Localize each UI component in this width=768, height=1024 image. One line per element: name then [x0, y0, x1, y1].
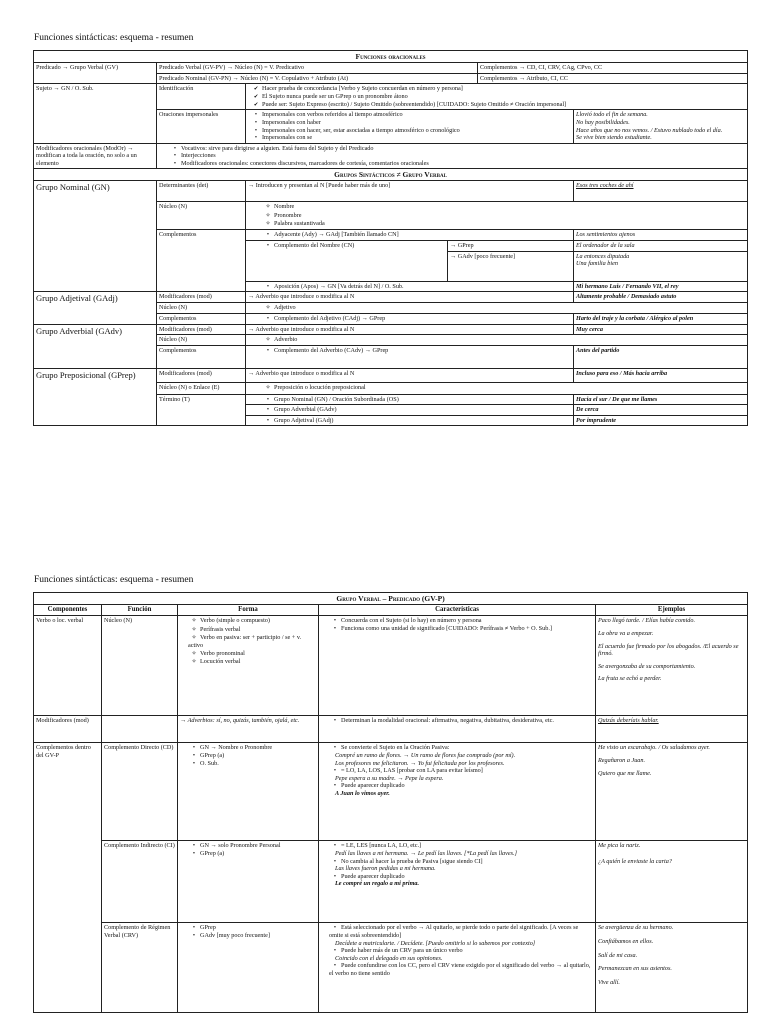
- gprep-term-example-1: Hacia el sur / De que me llames: [574, 394, 748, 405]
- list-item: • Impersonales con haber: [250, 119, 571, 127]
- list-item: ✧ Adjetivo: [262, 304, 745, 312]
- verbo-comp: Verbo o loc. verbal: [34, 616, 102, 716]
- example: He visto un escarabajo. / Os saludamos ayer.: [598, 744, 710, 752]
- example: Compré un ramo de flores. → Un ramo de flores fue comprado (por mí).: [335, 751, 516, 759]
- list-item: • Puede confundirse con los CC, pero el CRV viene exigido por el significado del verbo → al quitarlo, el verbo no tiene sentido: [329, 962, 593, 977]
- pred-nominal-comp: Complementos → Atributo, CI, CC: [478, 73, 748, 84]
- list-item: ✧ Pronombre: [262, 212, 745, 220]
- verbo-forma: [178, 616, 319, 716]
- modor-list: [157, 143, 748, 169]
- list-item: • Determinan la modalidad oracional: afirmativa, negativa, dubitativa, desiderativa, etc.: [329, 717, 593, 725]
- gadj-label: Grupo Adjetival (GAdj): [34, 292, 157, 324]
- list-item: ✧ Perífrasis verbal: [188, 626, 316, 634]
- gprep-term-2: [246, 405, 574, 416]
- gn-det-desc: → Introducen y presentan al N [Puede haber más de uno]: [246, 181, 574, 202]
- list-item: • Impersonales con hacer, ser, estar asociadas a tiempo atmosférico o cronológico: [250, 127, 571, 135]
- list-item: • No cambia al hacer la prueba de Pasiva [sigue siendo CI]: [329, 858, 593, 866]
- list-item: • Concuerda con el Sujeto (si lo hay) en número y persona: [329, 617, 593, 625]
- list-item: • Aposición (Apos) → GN [Va detrás del N] / O. Sub.: [262, 283, 571, 291]
- gadv-mod-label: Modificadores (mod): [157, 324, 246, 335]
- gadv-label: Grupo Adverbial (GAdv): [34, 324, 157, 369]
- list-item: • O. Sub.: [188, 760, 316, 768]
- verbo-car: [319, 616, 596, 716]
- example: Paco llegó tarde. / Elías había comido.: [598, 617, 696, 625]
- impersonales-list: [246, 110, 574, 143]
- identificacion-label: Identificación: [157, 84, 246, 110]
- example: La entonces diputada: [576, 252, 630, 260]
- impersonales-examples: [574, 110, 748, 143]
- gn-comp-label: Complementos: [157, 230, 246, 292]
- verbo-ej: [596, 616, 748, 716]
- list-item: ✧ Verbo (simple o compuesto): [188, 617, 316, 625]
- mod-comp: Modificadores (mod): [34, 716, 102, 743]
- list-item: ✔ El Sujeto nunca puede ser un GPrep o un pronombre átono: [250, 93, 745, 101]
- example: Una familia bien: [576, 260, 618, 268]
- list-item: • Adyacente (Ady) → GAdj [También llamado CN]: [262, 231, 571, 239]
- example: Vive allí.: [598, 978, 620, 986]
- gadj-nucleo-label: Núcleo (N): [157, 302, 246, 313]
- example: Los profesores me felicitaron. → Yo fui felicitada por los profesores.: [335, 759, 505, 767]
- gadj-comp-label: Complementos: [157, 313, 246, 324]
- summary-table-2: [33, 592, 748, 1013]
- list-item: • Grupo Adverbial (GAdv): [262, 406, 571, 414]
- example: Quiero que me llame.: [598, 769, 652, 777]
- column-header: Características: [319, 605, 596, 616]
- gadv-nucleo: [246, 335, 748, 346]
- list-item: ✧ Nombre: [262, 203, 745, 211]
- impersonales-label: Oraciones impersonales: [157, 110, 246, 143]
- example: Llovió todo el fin de semana.: [576, 111, 648, 119]
- crv-ej: [596, 923, 748, 1013]
- example: Las llaves fueron pedidas a mi hermana.: [335, 865, 436, 873]
- example: Pepe espera a su madre. → Pepe la espera.: [335, 774, 444, 782]
- sujeto-label: Sujeto → GN / O. Sub.: [34, 84, 157, 143]
- page-title-2: Funciones sintácticas: esquema - resumen: [34, 575, 194, 585]
- list-item: ✧ Adverbio: [262, 336, 745, 344]
- list-item: ✧ Locución verbal: [188, 658, 316, 666]
- list-item: • Interjecciones: [169, 152, 745, 160]
- gn-apos-example: Mi hermano Luis / Fernando VII, el rey: [574, 281, 748, 292]
- gadv-mod-desc: → Adverbio que introduce o modifica al N: [246, 324, 574, 335]
- example: Confiábamos en ellos.: [598, 937, 654, 945]
- list-item: • Funciona como una unidad de significado [CUIDADO: Perífrasis ≠ Verbo + O. Sub.]: [329, 625, 593, 633]
- identificacion-list: [246, 84, 748, 110]
- list-item: • GPrep (a): [188, 850, 316, 858]
- list-item: ✔ Hacer prueba de concordancia [Verbo y Sujeto concuerdan en número y persona]: [250, 85, 745, 93]
- page-title: Funciones sintácticas: esquema - resumen: [34, 33, 194, 43]
- gadj-mod-desc: → Adverbio que introduce o modifica al N: [246, 292, 574, 303]
- ci-forma: [178, 841, 319, 923]
- example: Se avergonzaba de su comportamiento.: [598, 662, 696, 670]
- gprep-nucleo-label: Núcleo (N) o Enlace (E): [157, 383, 246, 394]
- mod-car: [319, 716, 596, 743]
- list-item: • GPrep (a): [188, 752, 316, 760]
- pred-nominal: Predicado Nominal (GV-PN) → Núcleo (N) = V. Copulativo + Atributo (At): [157, 73, 478, 84]
- gn-ady: [246, 230, 574, 241]
- list-item: • Grupo Nominal (GN) / Oración Subordinada (OS): [262, 396, 571, 404]
- gn-cn-gadv-example: [574, 251, 748, 281]
- gprep-term-example-2: De cerca: [574, 405, 748, 416]
- cd-forma: [178, 743, 319, 841]
- example: Salí de mi casa.: [598, 951, 638, 959]
- gn-apos: [246, 281, 574, 292]
- example: Coincido con el delegado en sus opiniones.: [335, 954, 443, 962]
- gn-cn-gprep-example: El ordenador de la sala: [574, 240, 748, 251]
- pred-verbal-comp: Complementos → CD, CI, CRV, CAg, CPvo, CC: [478, 63, 748, 74]
- example: A Juan lo vimos ayer.: [335, 789, 390, 797]
- column-header: Forma: [178, 605, 319, 616]
- ci-car: [319, 841, 596, 923]
- list-item: ✧ Verbo pronominal: [188, 650, 316, 658]
- list-item: • Puede haber más de un CRV para un único verbo: [329, 947, 593, 955]
- list-item: • Vocativos: sirve para dirigirse a alguien. Está fuera del Sujeto y del Predicado: [169, 145, 745, 153]
- gprep-term-3: [246, 415, 574, 426]
- ci-ej: [596, 841, 748, 923]
- gadj-mod-label: Modificadores (mod): [157, 292, 246, 303]
- list-item: • GAdv [muy poco frecuente]: [188, 932, 316, 940]
- gprep-term-1: [246, 394, 574, 405]
- list-item: • Puede aparecer duplicado: [329, 873, 593, 881]
- gprep-mod-label: Modificadores (mod): [157, 369, 246, 383]
- predicado-label: Predicado → Grupo Verbal (GV): [34, 63, 157, 84]
- gprep-mod-desc: → Adverbio que introduce o modifica al N: [246, 369, 574, 383]
- gadv-comp-label: Complementos: [157, 346, 246, 369]
- section-header-grupos: Grupos Sintácticos ≠ Grupo Verbal: [34, 169, 748, 181]
- cd-ej: [596, 743, 748, 841]
- list-item: • Impersonales con se: [250, 134, 571, 142]
- section-header-gv: Grupo Verbal – Predicado (GV-P): [34, 593, 748, 605]
- gadj-comp-example: Harto del traje y la corbata / Alérgico al polen: [574, 313, 748, 324]
- column-header: Ejemplos: [596, 605, 748, 616]
- pred-verbal: Predicado Verbal (GV-PV) → Núcleo (N) = V. Predicativo: [157, 63, 478, 74]
- example: Le compré un regalo a mi prima.: [335, 880, 420, 888]
- gn-nucleo-list: [246, 202, 748, 230]
- example: Se avergüenza de su hermano.: [598, 924, 674, 932]
- example: La fruta se echó a perder.: [598, 675, 662, 683]
- cd-car: [319, 743, 596, 841]
- gn-det-example: Esos tres coches de ahí: [574, 181, 748, 202]
- crv-car: [319, 923, 596, 1013]
- example: No hay posibilidades.: [576, 118, 630, 126]
- example: El acuerdo fue firmado por los abogados. /El acuerdo se firmó.: [598, 642, 739, 658]
- crv-forma: [178, 923, 319, 1013]
- gadv-comp-example: Antes del partido: [574, 346, 748, 369]
- column-header: Función: [102, 605, 178, 616]
- mod-forma: → Adverbios: sí, no, quizás, también, ojalá, etc.: [178, 716, 319, 743]
- gadv-nucleo-label: Núcleo (N): [157, 335, 246, 346]
- list-item: • Complemento del Adjetivo (CAdj) → GPrep: [262, 315, 571, 323]
- gprep-label: Grupo Preposicional (GPrep): [34, 369, 157, 426]
- column-header: Componentes: [34, 605, 102, 616]
- gadv-mod-example: Muy cerca: [574, 324, 748, 335]
- gn-cn-gadv: → GAdv [poco frecuente]: [448, 251, 574, 281]
- example: ¿A quién le enviaste la carta?: [598, 857, 672, 865]
- example: Hace años que no nos vemos. / Estuvo nublado todo el día.: [576, 126, 723, 134]
- list-item: • GN → solo Pronombre Personal: [188, 842, 316, 850]
- list-item: ✧ Preposición o locución preposicional: [262, 384, 745, 392]
- mod-func: [102, 716, 178, 743]
- list-item: • Grupo Adjetival (GAdj): [262, 417, 571, 425]
- gprep-term-label: Término (T): [157, 394, 246, 426]
- gprep-mod-example: Incluso para eso / Más hacia arriba: [574, 369, 748, 383]
- list-item: • GN → Nombre o Pronombre: [188, 744, 316, 752]
- list-item: ✔ Puede ser: Sujeto Expreso (escrito) / Sujeto Omitido (sobreentendido) [CUIDADO: Sujeto Omitido ≠ Oración impersonal]: [250, 101, 745, 109]
- gn-cn-gprep: → GPrep: [448, 240, 574, 251]
- gprep-nucleo: [246, 383, 748, 394]
- list-item: • Complemento del Nombre (CN): [262, 242, 445, 250]
- gadj-mod-example: Altamente probable / Demasiado astuto: [574, 292, 748, 303]
- list-item: • Está seleccionado por el verbo → Al quitarlo, se pierde todo o parte del significado. [A veces se omite si está sobreentendido]: [329, 924, 593, 939]
- gprep-term-example-3: Por imprudente: [574, 415, 748, 426]
- cd-func: Complemento Directo (CD): [102, 743, 178, 841]
- example: Regañaron a Juan.: [598, 756, 646, 764]
- example: La obra va a empezar.: [598, 629, 654, 637]
- gn-cn: [246, 240, 448, 281]
- list-item: • = LO, LA, LOS, LAS [probar con LA para evitar leísmo]: [329, 767, 593, 775]
- list-item: • Puede aparecer duplicado: [329, 782, 593, 790]
- list-item: • Se convierte el Sujeto en la Oración Pasiva:: [329, 744, 593, 752]
- example: Me pica la nariz.: [598, 842, 641, 850]
- list-item: • Modificadores oracionales: conectores discursivos, marcadores de cortesía, comentarios oracionales: [169, 160, 745, 168]
- gn-nucleo-label: Núcleo (N): [157, 202, 246, 230]
- modor-label: Modificadores oracionales (ModOr) → modifican a toda la oración, no solo a un elemento: [34, 143, 157, 169]
- gn-det-label: Determinantes (det): [157, 181, 246, 202]
- gn-ady-example: Los sentimientos ajenos: [574, 230, 748, 241]
- example: Se vive bien siendo estudiante.: [576, 134, 652, 142]
- cgv-comp: Complementos dentro del GV-P: [34, 743, 102, 1013]
- crv-func: Complemento de Régimen Verbal (CRV): [102, 923, 178, 1013]
- list-item: • GPrep: [188, 924, 316, 932]
- summary-table-1: [33, 50, 748, 426]
- example: Pedí las llaves a mi hermana. → Le pedí las llaves. [*La pedí las llaves.]: [335, 849, 517, 857]
- gn-label: Grupo Nominal (GN): [34, 181, 157, 292]
- gadv-comp: [246, 346, 574, 369]
- example: Permanezcan en sus asientos.: [598, 965, 672, 973]
- example: Decídete a matricularte. / Decídete. [Puedo omitirlo si lo sabemos por contexto]: [335, 939, 536, 947]
- list-item: ✧ Verbo en pasiva: ser + participio / se + v. activo: [188, 634, 316, 650]
- gadj-comp: [246, 313, 574, 324]
- list-item: ✧ Palabra sustantivada: [262, 220, 745, 228]
- ci-func: Complemento Indirecto (CI): [102, 841, 178, 923]
- verbo-func: Núcleo (N): [102, 616, 178, 716]
- list-item: • Complemento del Adverbio (CAdv) → GPrep: [262, 347, 571, 355]
- list-item: • Impersonales con verbos referidos al tiempo atmosférico: [250, 111, 571, 119]
- mod-ej: Quizás deberíais hablar.: [596, 716, 748, 743]
- section-header-funciones: Funciones oracionales: [34, 51, 748, 63]
- list-item: • = LE, LES [nunca LA, LO, etc.]: [329, 842, 593, 850]
- gadj-nucleo: [246, 302, 748, 313]
